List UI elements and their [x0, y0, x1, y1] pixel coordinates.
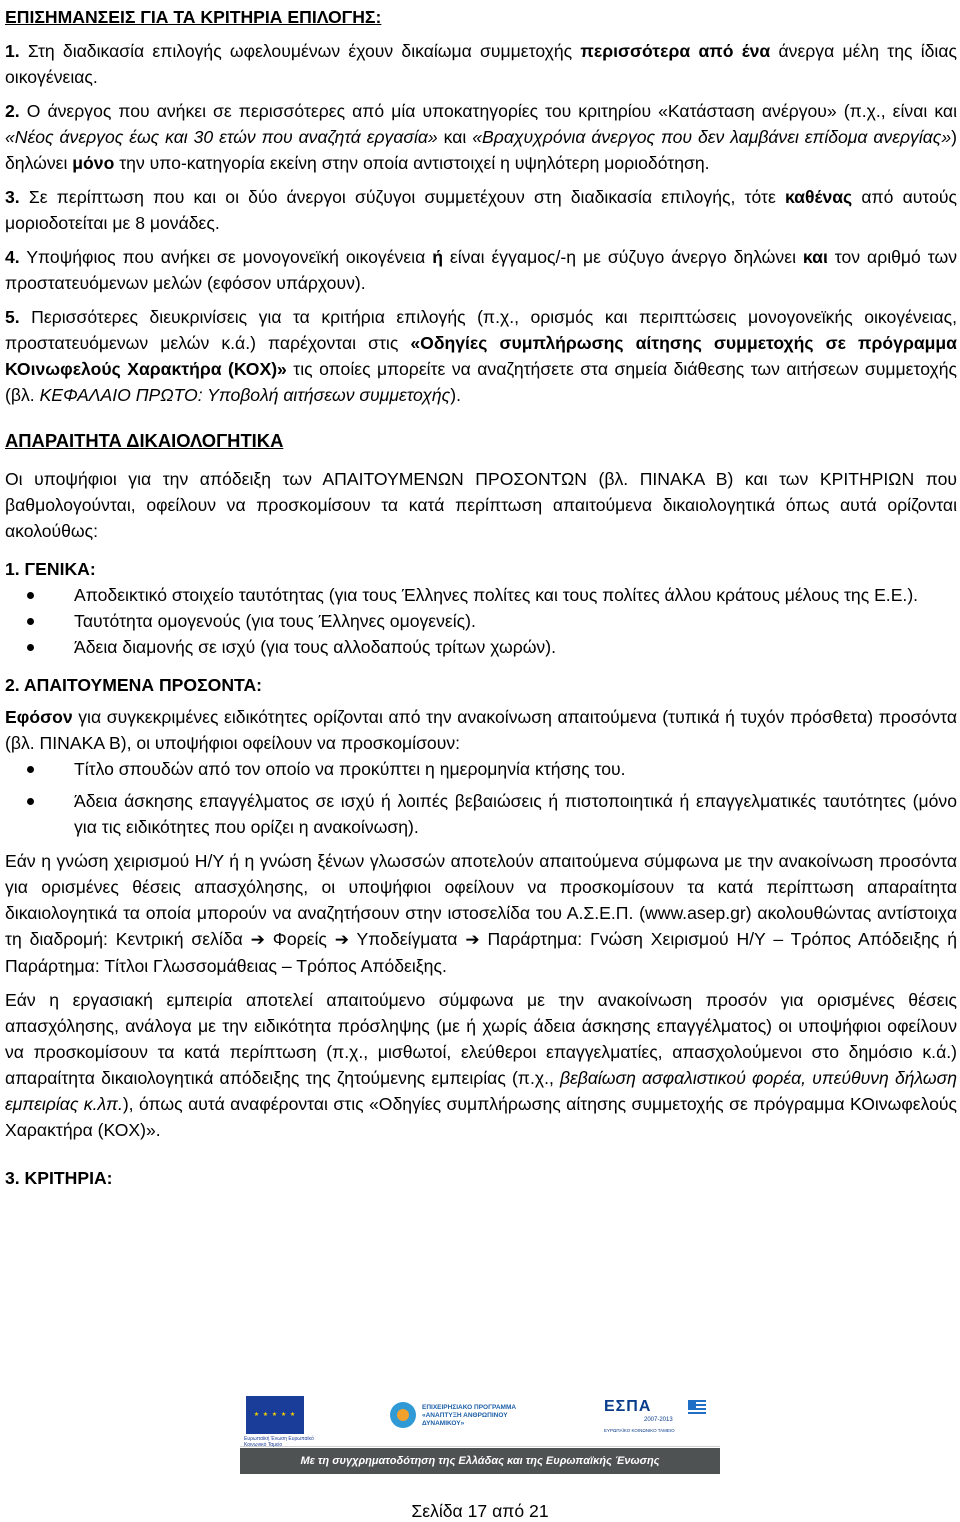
note-2-text-d: την υπο-κατηγορία εκείνη στην οποία αντιστοιχεί η υψηλότερη μοριοδότηση. — [114, 153, 710, 173]
quals-title: 2. ΑΠΑΙΤΟΥΜΕΝΑ ΠΡΟΣΟΝΤΑ: — [5, 675, 263, 695]
docs-title: ΑΠΑΡΑΙΤΗΤΑ ΔΙΚΑΙΟΛΟΓΗΤΙΚΑ — [5, 430, 284, 451]
paragraph-text: Εάν η εργασιακή εμπειρία αποτελεί απαιτούμενο σύμφωνα με την ανακοίνωση προσόν για ορισμένες θέσεις απασχόλησης, ανάλογα με την ειδικότητα πρόσληψης (με ή χωρίς άδεια άσκησης επαγγέλματος) οι υποψήφιοι οφείλουν να προσκομίσουν τα κατά περίπτωση (π.χ., μισθωτοί, ελεύθεροι επαγγελματίες, απασχολούμενοι στο δημόσιο κ.ά.) απαραίτητα δικαιολογητικά απόδειξης της ζητούμενης εμπειρίας (π.χ., — [5, 990, 957, 1088]
note-3 — [5, 184, 957, 236]
list-item — [5, 634, 957, 660]
paragraph-italic: βεβαίωση ασφαλιστικού φορέα, υπεύθυνη δήλωση εμπειρίας κ.λπ. — [5, 1068, 957, 1114]
list-item — [5, 756, 957, 782]
page-number: Σελίδα 17 από 21 — [411, 1501, 549, 1521]
quals-lead-text: για συγκεκριμένες ειδικότητες ορίζονται από την ανακοίνωση απαιτούμενα (τυπικά ή τυχόν πρόσθετα) προσόντα (βλ. ΠΙΝΑΚΑ Β), οι υποψήφιοι οφείλουν να προσκομίσουν: — [5, 707, 957, 753]
general-title: 1. ΓΕΝΙΚΑ: — [5, 559, 96, 579]
note-2-italic-1: «Νέος άνεργος έως και 30 ετών που αναζητά εργασία» — [5, 127, 438, 147]
note-4-bold-1: ή — [432, 247, 443, 267]
list-item-text: Άδεια διαμονής σε ισχύ (για τους αλλοδαπούς τρίτων χωρών). — [74, 637, 556, 657]
path-step: Υποδείγματα — [356, 929, 466, 949]
note-4-text-a: Υποψήφιος που ανήκει σε μονογονεϊκή οικογένεια — [26, 247, 433, 267]
path-step: Φορείς — [272, 929, 335, 949]
note-3-number: 3. — [5, 187, 20, 207]
program-text: ΕΠΙΧΕΙΡΗΣΙΑΚΟ ΠΡΟΓΡΑΜΜΑ «ΑΝΑΠΤΥΞΗ ΑΝΘΡΩΠΙΝΟΥ ΔΥΝΑΜΙΚΟΥ» — [422, 1404, 517, 1427]
document-page — [5, 4, 957, 1191]
bullet-icon — [27, 592, 34, 599]
bullet-icon — [27, 798, 34, 805]
note-3-text-b: από αυτούς μοριοδοτείται με 8 μονάδες. — [5, 187, 957, 233]
note-5 — [5, 304, 957, 408]
note-5-text-b: τις οποίες μπορείτε να αναζητήσετε στα σημεία διάθεσης των αιτήσεων συμμετοχής (βλ. — [5, 359, 957, 405]
list-item — [5, 582, 957, 608]
note-5-bold: «Οδηγίες συμπλήρωσης αίτησης συμμετοχής σε πρόγραμμα ΚΟινωφελούς Χαρακτήρα (ΚΟΧ)» — [5, 333, 957, 379]
quals-list — [5, 756, 957, 840]
quals-lead-bold: Εφόσον — [5, 707, 73, 727]
note-2-number: 2. — [5, 101, 20, 121]
note-4 — [5, 244, 957, 296]
note-1-tail: άνεργα μέλη της ίδιας οικογένειας. — [5, 41, 957, 87]
general-list — [5, 582, 957, 660]
quals-lead — [5, 704, 957, 756]
eu-caption: Ευρωπαϊκή Ένωση Ευρωπαϊκό Κοινωνικό Ταμείο — [244, 1436, 314, 1448]
note-5-text-c: ). — [450, 385, 461, 405]
path-step: Παράρτημα: Γνώση Χειρισμού Η/Υ – Τρόπος Απόδειξης ή Παράρτημα: Τίτλοι Γλωσσομάθειας – Τρόπος Απόδειξης. — [5, 929, 958, 976]
note-4-number: 4. — [5, 247, 20, 267]
experience-paragraph — [5, 987, 957, 1143]
note-2-text-c: ) δηλώνει — [5, 127, 957, 173]
list-item-text: Ταυτότητα ομογενούς (για τους Έλληνες ομογενείς). — [74, 611, 476, 631]
list-item-text: Άδεια άσκησης επαγγέλματος σε ισχύ ή λοιπές βεβαιώσεις ή πιστοποιητικά ή επαγγελματικές ταυτότητες (μόνο για τις ειδικότητες που ορίζει η ανακοίνωση). — [74, 791, 957, 837]
note-1-text: Στη διαδικασία επιλογής ωφελουμένων έχουν δικαίωμα συμμετοχής — [27, 41, 581, 61]
computer-language-paragraph — [5, 848, 957, 979]
note-2 — [5, 98, 957, 176]
logo-row — [240, 1390, 720, 1447]
espa-logo-text: ΕΣΠΑ — [604, 1398, 652, 1415]
note-3-text-a: Σε περίπτωση που και οι δύο άνεργοι σύζυγοι συμμετέχουν στη διαδικασία επιλογής, τότε — [28, 187, 785, 207]
program-icon — [390, 1402, 416, 1428]
criteria-title: 3. ΚΡΙΤΗΡΙΑ: — [5, 1168, 113, 1188]
arrow-right-icon: ➔ — [250, 930, 265, 949]
bullet-icon — [27, 618, 34, 625]
espa-years: 2007-2013 — [644, 1417, 673, 1423]
note-3-bold: καθένας — [784, 187, 853, 207]
note-2-italic-2: «Βραχυχρόνια άνεργος που δεν λαμβάνει επίδομα ανεργίας» — [472, 127, 952, 147]
paragraph-text: ), όπως αυτά αναφέρονται στις «Οδηγίες συμπλήρωσης αίτησης συμμετοχής σε πρόγραμμα ΚΟινωφελούς Χαρακτήρα (ΚΟΧ)». — [5, 1094, 957, 1140]
list-item — [5, 788, 957, 840]
note-5-text-a: Περισσότερες διευκρινίσεις για τα κριτήρια επιλογής (π.χ., ορισμός και περιπτώσεις μονογονεϊκής οικογένειας, προστατευόμενων μελών κ.ά.) παρέχονται στις — [5, 307, 957, 353]
note-5-number: 5. — [5, 307, 20, 327]
note-4-bold-2: και — [802, 247, 828, 267]
arrow-right-icon: ➔ — [465, 930, 480, 949]
program-logo — [390, 1400, 540, 1434]
note-4-text-c: τον αριθμό των προστατευόμενων μελών (εφόσον υπάρχουν). — [5, 247, 957, 293]
note-2-text-a: Ο άνεργος που ανήκει σε περισσότερες από μία υποκατηγορίες του κριτηρίου «Κατάσταση ανέργου» (π.χ., είναι και — [26, 101, 957, 121]
arrow-right-icon: ➔ — [334, 930, 349, 949]
cofunding-strip: Με τη συγχρηματοδότηση της Ελλάδας και της Ευρωπαϊκής Ένωσης — [240, 1448, 720, 1474]
list-item-text: Τίτλο σπουδών από τον οποίο να προκύπτει η ημερομηνία κτήσης του. — [74, 759, 626, 779]
note-4-text-b: είναι έγγαμος/-η με σύζυγο άνεργο δηλώνει — [442, 247, 803, 267]
list-item-text: Αποδεικτικό στοιχείο ταυτότητας (για τους Έλληνες πολίτες και τους πολίτες άλλου κράτους μέλους της Ε.Ε.). — [74, 585, 919, 605]
funding-banner — [240, 1390, 720, 1476]
eu-flag-icon: ★ ★ ★ ★ ★ — [246, 1396, 304, 1434]
greek-flag-icon — [688, 1400, 706, 1414]
espa-logo — [600, 1396, 710, 1440]
note-2-text-b: και — [437, 127, 473, 147]
bullet-icon — [27, 644, 34, 651]
note-1-number: 1. — [5, 41, 20, 61]
note-2-bold: μόνο — [72, 153, 115, 173]
note-1 — [5, 38, 957, 90]
bullet-icon — [27, 766, 34, 773]
paragraph-text: Εάν η γνώση χειρισμού Η/Υ ή η γνώση ξένων γλωσσών αποτελούν απαιτούμενα σύμφωνα με την ανακοίνωση προσόντα για ορισμένες θέσεις απασχόλησης, οι υποψήφιοι οφείλουν να προσκομίσουν τα κατά περίπτωση απαραίτητα δικαιολογητικά τα οποία μπορούν να αναζητήσουν στην ιστοσελίδα του Α.Σ.Ε.Π. (www.asep.gr) ακολουθώντας αντίστοιχα τη διαδρομή: Κεντρική σελίδα — [5, 851, 957, 949]
list-item — [5, 608, 957, 634]
docs-intro: Οι υποψήφιοι για την απόδειξη των ΑΠΑΙΤΟΥΜΕΝΩΝ ΠΡΟΣΟΝΤΩΝ (βλ. ΠΙΝΑΚΑ Β) και των ΚΡΙΤΗΡΙΩΝ που βαθμολογούνται, οφείλουν να προσκομίσουν τα κατά περίπτωση απαιτούμενα δικαιολογητικά όπως αυτά ορίζονται ακολούθως: — [5, 469, 957, 541]
espa-subtitle: ΕΥΡΩΠΑΪΚΟ ΚΟΙΝΩΝΙΚΟ ΤΑΜΕΙΟ — [604, 1428, 675, 1433]
notes-title: ΕΠΙΣΗΜΑΝΣΕΙΣ ΓΙΑ ΤΑ ΚΡΙΤΗΡΙΑ ΕΠΙΛΟΓΗΣ: — [5, 7, 382, 27]
note-1-bold: περισσότερα από ένα — [580, 41, 771, 61]
note-5-italic: ΚΕΦΑΛΑΙΟ ΠΡΩΤΟ: Υποβολή αιτήσεων συμμετοχής — [39, 385, 451, 405]
